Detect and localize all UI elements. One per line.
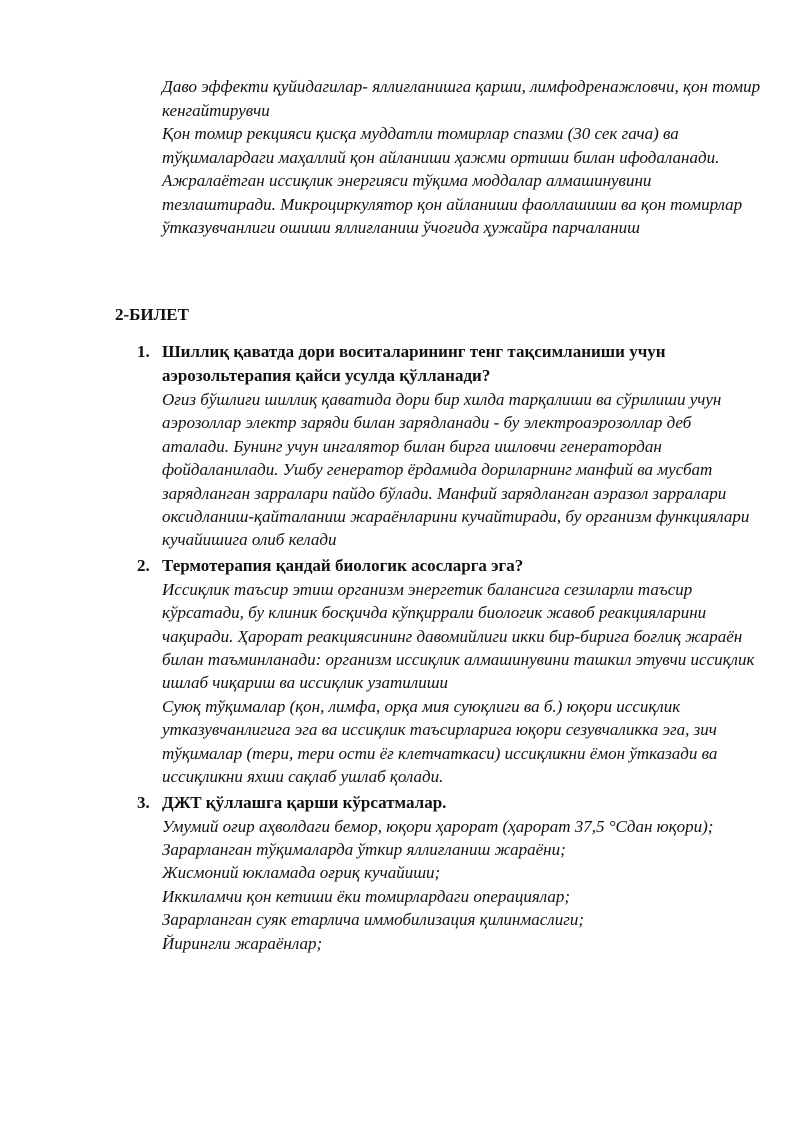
intro-section — [162, 75, 762, 240]
question-list — [137, 340, 762, 955]
question-number: 3. — [137, 792, 150, 812]
intro-paragraph: Даво эффекти қуйидагилар- яллиғланишга қарши, лимфодренажловчи, қон томир кенгайтирувчи — [162, 77, 761, 120]
question-number: 2. — [137, 555, 150, 575]
intro-paragraph: Қон томир рекцияси қисқа муддатли томирлар спазми (30 сек гача) ва тўқималардаги маҳаллий қон айланиши ҳажми ортиши билан ифодаланади. Ажралаётган иссиқлик энергияси тўқима моддалар алмашинувини тезлаштиради. Микроциркулятор қон айланиши фаоллашиши ва қон томирлар ўтказувчанлиги ошиши яллиғланиш ўчоғида ҳужайра парчаланиш — [162, 124, 743, 237]
answer-line: Зарарланган тўқималарда ўткир яллиғланиш жараёни; — [162, 839, 566, 859]
ticket-title: 2-БИЛЕТ — [115, 305, 189, 324]
question-title: ДЖТ қўллашга қарши кўрсатмалар. — [162, 792, 447, 812]
question-number: 1. — [137, 342, 150, 361]
answer-paragraph: Суюқ тўқималар (қон, лимфа, орқа мия суюқлиги ва б.) юқори иссиқлик утказувчанлигига эга ва иссиқлик таъсирларига юқори сезувчаликка эга, зич тўқималар (тери, тери ости ёғ клетчаткаси) иссиқликни ёмон ўтказади ва иссиқликни яхши сақлаб ушлаб қолади. — [162, 696, 718, 787]
question-title: Термотерапия қандай биологик асосларга эга? — [162, 555, 524, 575]
answer-line: Иккиламчи қон кетиши ёки томирлардаги операциялар; — [162, 886, 571, 906]
answer-paragraph: Иссиқлик таъсир этиш организм энергетик балансига сезиларли таъсир кўрсатади, бу клиник босқичда кўпқиррали биологик жавоб реакцияларини чақиради. Ҳарорат реакциясининг давомийлиги икки бир-бирига боғлиқ жараён билан таъминланади: организм иссиқлик алмашинувини ташкил этувчи иссиқлик ишлаб чиқариш ва иссиқлик узатилиши — [162, 579, 755, 693]
question-item — [137, 791, 762, 955]
question-title: Шиллиқ қаватда дори воситаларининг тенг тақсимланиши учун аэрозольтерапия қайси усулда қўлланади? — [162, 342, 666, 385]
question-item — [137, 340, 762, 552]
answer-line: Умумий оғир аҳволдаги бемор, юқори ҳарорат (ҳарорат 37,5 °Сдан юқори); — [162, 816, 714, 836]
answer-line: Йирингли жараёнлар; — [162, 933, 323, 953]
question-item — [137, 554, 762, 789]
answer-line: Жисмоний юкламада оғриқ кучайиши; — [162, 863, 441, 883]
answer-line: Зарарланган суяк етарлича иммобилизация қилинмаслиги; — [162, 910, 585, 930]
answer-paragraph: Оғиз бўшлиғи шиллиқ қаватида дори бир хилда тарқалиши ва сўрилиши учун аэрозоллар электр заряди билан зарядланади - бу электроаэрозоллар деб аталади. Бунинг учун ингалятор билан бирга ишловчи генератордан фойдаланилади. Ушбу генератор ёрдамида дориларнинг манфий ва мусбат зарядланган зарралари пайдо бўлади. Манфий зарядланган аэразол зарралари оксидланиш-қайталаниш жараёнларини кучайтиради, бу организм функциялари кучайишига олиб келади — [162, 390, 750, 550]
